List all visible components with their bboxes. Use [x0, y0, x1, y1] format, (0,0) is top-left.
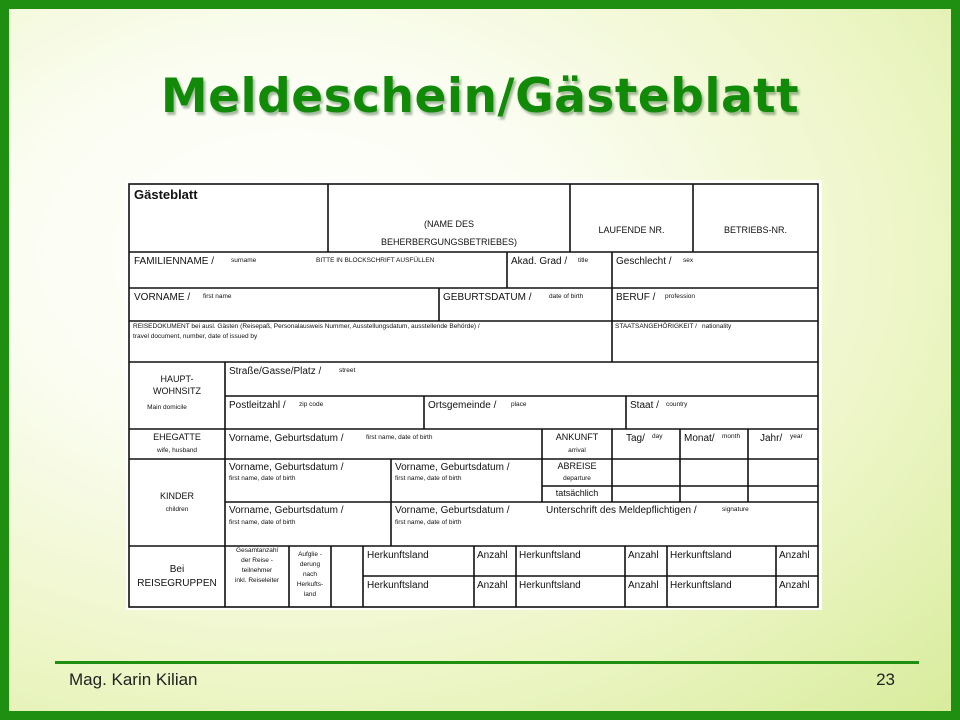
children-label: KINDER: [159, 491, 194, 501]
estab-name-line2: BEHERBERGUNGSBETRIEBES): [380, 237, 518, 247]
origin-country-label: Herkunftsland: [670, 580, 732, 591]
group-breakdown-line3: nach: [302, 571, 318, 578]
slide-title: Meldeschein/Gästeblatt: [160, 69, 800, 124]
footer-author: Mag. Karin Kilian: [69, 670, 198, 689]
origin-country-label: Herkunftsland: [519, 580, 581, 591]
count-label: Anzahl: [477, 550, 508, 561]
child3-name-dob-label: Vorname, Geburtsdatum /: [229, 505, 344, 516]
children-label-en: children: [165, 506, 189, 513]
form-header-title: Gästeblatt: [134, 187, 198, 202]
origin-country-label: Herkunftsland: [670, 550, 732, 561]
date-of-birth-label: GEBURTSDATUM /: [443, 292, 532, 303]
origin-country-label: Herkunftsland: [367, 580, 429, 591]
nationality-label-en: nationality: [702, 323, 732, 330]
count-label: Anzahl: [779, 580, 810, 591]
origin-country-label: Herkunftsland: [367, 550, 429, 561]
group-total-line3: teilnehmer: [241, 567, 273, 574]
arrival-label: ANKUNFT: [555, 432, 599, 442]
estab-name-line1: (NAME DES: [423, 219, 474, 229]
group-breakdown-line5: land: [303, 591, 317, 598]
child3-name-dob-label-en: first name, date of birth: [229, 519, 296, 526]
main-residence-line1: HAUPT-: [160, 374, 194, 384]
group-breakdown-line1: Aufglie -: [298, 551, 322, 558]
travel-document-label-en: travel document, number, date of issued by: [133, 333, 258, 340]
group-total-line4: inkl. Reiseleiter: [234, 577, 280, 584]
month-label: Monat/: [684, 433, 715, 444]
departure-label-en: departure: [563, 475, 591, 482]
month-label-en: month: [722, 433, 741, 440]
departure-label: ABREISE: [557, 461, 597, 471]
child2-name-dob-label: Vorname, Geburtsdatum /: [395, 462, 510, 473]
place-label-en: place: [511, 401, 527, 408]
spouse-name-dob-label: Vorname, Geburtsdatum /: [229, 433, 344, 444]
surname-label-en: surname: [231, 257, 257, 264]
day-label: Tag/: [626, 433, 645, 444]
running-number-label: LAUFENDE NR.: [598, 225, 665, 235]
day-label-en: day: [652, 433, 663, 440]
spouse-name-dob-label-en: first name, date of birth: [366, 434, 433, 441]
first-name-label: VORNAME /: [134, 292, 191, 303]
country-label: Staat /: [630, 400, 659, 411]
count-label: Anzahl: [779, 550, 810, 561]
academic-title-label-en: title: [578, 257, 589, 264]
child4-name-dob-label-en: first name, date of birth: [395, 519, 462, 526]
footer-divider: [55, 661, 919, 664]
date-of-birth-label-en: date of birth: [549, 293, 584, 300]
sex-label: Geschlecht /: [616, 256, 672, 267]
business-number-label: BETRIEBS-NR.: [723, 225, 787, 235]
page-number: 23: [876, 670, 895, 689]
academic-title-label: Akad. Grad /: [511, 256, 568, 267]
year-label: Jahr/: [760, 433, 783, 444]
group-breakdown-line4: Herkufts-: [296, 581, 324, 588]
nationality-label: STAATSANGEHÖRIGKEIT /: [615, 323, 697, 330]
origin-country-label: Herkunftsland: [519, 550, 581, 561]
travel-groups-line1: Bei: [169, 564, 185, 575]
first-name-label-en: first name: [203, 293, 232, 300]
actual-departure-label: tatsächlich: [555, 488, 599, 498]
profession-label-en: profession: [665, 293, 695, 300]
main-residence-line2: WOHNSITZ: [153, 386, 201, 396]
signature-label-en: signature: [722, 506, 749, 513]
place-label: Ortsgemeinde /: [428, 400, 497, 411]
signature-label: Unterschrift des Meldepflichtigen /: [546, 505, 697, 516]
child2-name-dob-label-en: first name, date of birth: [395, 475, 462, 482]
count-label: Anzahl: [628, 580, 659, 591]
count-label: Anzahl: [477, 580, 508, 591]
street-label-en: street: [339, 367, 356, 374]
zip-code-label: Postleitzahl /: [229, 400, 286, 411]
year-label-en: year: [790, 433, 803, 440]
travel-document-label: REISEDOKUMENT bei ausl. Gästen (Reisepaß, Personalausweis Nummer, Ausstellungsdatum, ausstellende Behörde) /: [133, 323, 480, 330]
zip-code-label-en: zip code: [299, 401, 324, 408]
profession-label: BERUF /: [616, 292, 656, 303]
spouse-label: EHEGATTE: [153, 432, 201, 442]
child1-name-dob-label: Vorname, Geburtsdatum /: [229, 462, 344, 473]
sex-label-en: sex: [683, 257, 694, 264]
travel-groups-line2: REISEGRUPPEN: [137, 578, 217, 589]
main-residence-label-en: Main domicile: [147, 404, 187, 411]
group-breakdown-line2: derung: [299, 561, 321, 568]
child4-name-dob-label: Vorname, Geburtsdatum /: [395, 505, 510, 516]
block-letters-hint: BITTE IN BLOCKSCHRIFT AUSFÜLLEN: [316, 257, 435, 264]
arrival-label-en: arrival: [568, 447, 586, 454]
group-total-line1: Gesamtanzahl: [236, 547, 278, 554]
spouse-label-en: wife, husband: [156, 447, 198, 454]
country-label-en: country: [666, 401, 688, 408]
count-label: Anzahl: [628, 550, 659, 561]
group-total-line2: der Reise -: [241, 557, 273, 564]
child1-name-dob-label-en: first name, date of birth: [229, 475, 296, 482]
street-label: Straße/Gasse/Platz /: [229, 366, 322, 377]
guest-registration-form: [126, 180, 822, 610]
surname-label: FAMILIENNAME /: [134, 256, 215, 267]
